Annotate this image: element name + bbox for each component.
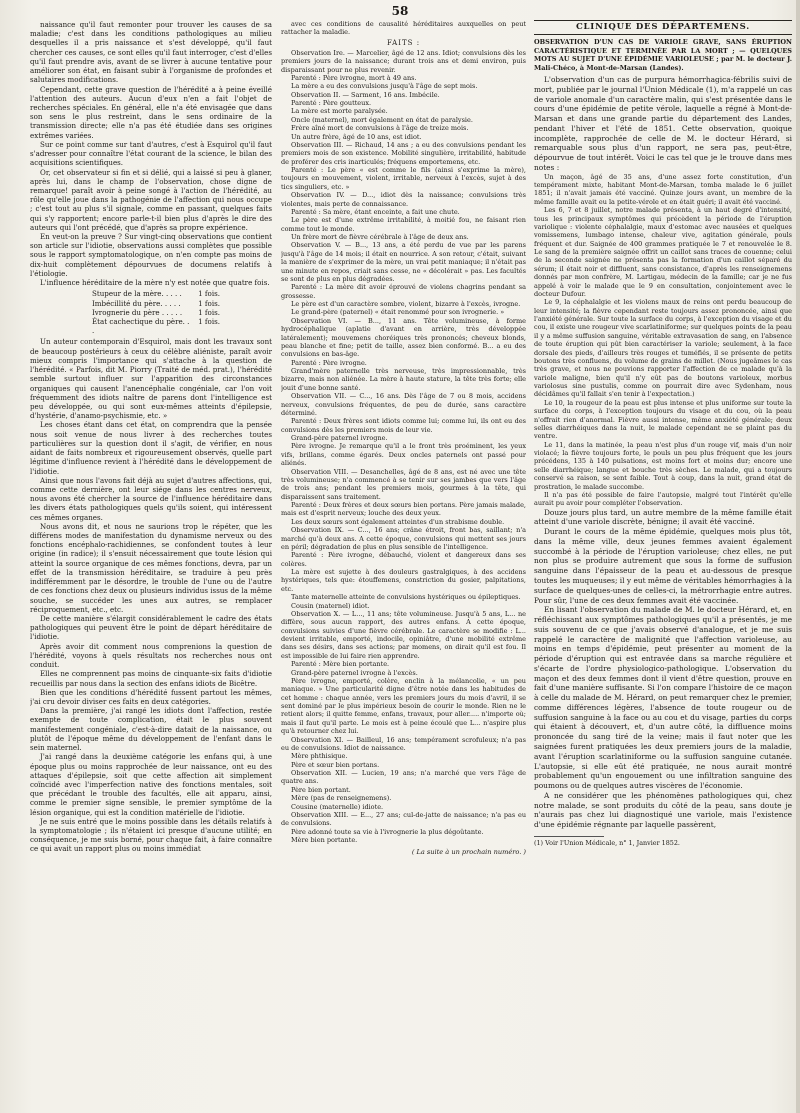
heredity-list-item xyxy=(92,289,220,298)
to-be-continued: ( La suite à un prochain numéro. ) xyxy=(411,848,526,857)
observation-entry: Parenté : Père ivrogne, débauché, violent et dangereux dans ses colères. xyxy=(281,551,526,568)
observation-entry: Père ivrogne. Je remarque qu'il a le front très proéminent, les yeux vifs, brillans, comme égarés. Deux oncles paternels ont passé pour aliénés. xyxy=(281,442,526,468)
observation-entry: Grand'mère paternelle très nerveuse, très impressionnable, très bizarre, mais non aliénée. La mère à haute stature, la tête très forte; elle jouit d'une bonne santé. xyxy=(281,367,526,392)
paragraph: Dans la première, j'ai rangé les idiots dont l'affection, restée exempte de toute complication, était le plus souvent manifestement congéniale, c'est-à-dire datait de la naissance, ou plutôt de l'époque même du développement de l'enfant dans le sein maternel. xyxy=(30,706,272,753)
footnote: (1) Voir l'Union Médicale, n° 1, Janvier 1852. xyxy=(534,838,680,847)
heredity-label: Ivrognerie du père . . . . . xyxy=(92,307,183,317)
observation-entry: Observation XIII. — E..., 27 ans; cul-de-jatte de naissance; n'a pas eu de convulsions. xyxy=(281,810,526,828)
observation-entry: Cousin (maternel) idiot. xyxy=(291,601,370,610)
section-title: CLINIQUE DES DÉPARTEMENS. xyxy=(534,20,792,35)
paragraph: naissance qu'il faut remonter pour trouver les causes de sa maladie; c'est dans les conditions pathologiques au milieu desquelles il a pris naissance et s'est développé, qu'il faut chercher ces causes, ce sont elles qu'il faut interroger, c'est d'elles qu'il faut prendre avis, avant de se livrer à aucune tentative pour améliorer son état, en faisant subir à l'organisme de profondes et salutaires modifications. xyxy=(30,20,272,85)
observation-entry: Observation XII. — Lucien, 19 ans; n'a marché que vers l'âge de quatre ans. xyxy=(281,769,526,786)
case-paragraph: Le 9, la céphalalgie et les violens maux de reins ont perdu beaucoup de leur intensité; la fièvre cependant reste toujours assez prononcée, ainsi que l'anxiété générale. Sur toute la surface du corps, à l'exception du visage et du cou, il existe une rougeur vive scarlatiniforme; sur quelques points de la peau il y a même suffusion sanguine, véritable extravasation de sang, en l'absence de toute éruption qui pût bien caractériser la variole; seulement, à la face dorsale des pieds, d'ailleurs très rouges et tuméfiés, il se présente de petits boutons très confluens, du volume de grains de millet. (Nous jugeâmes le cas très grave, et nous ne pouvions rapporter l'affection de ce malade qu'à la variole maligne, bien qu'il n'y eût pas de boutons varioleux, morbus variolosus sine pustulis, comme on pourrait dire avec Sydenham, nous décidâmes qu'il fallait s'en tenir à l'expectation.) xyxy=(534,298,792,399)
paragraph: Je ne suis entré que le moins possible dans les détails relatifs à la symptomatologie ; ils n'étaient ici presque d'aucune utilité; en conséquence, je me suis borné, pour chaque fait, à faire connaître ce qui avait un rapport plus ou moins immédiat xyxy=(30,816,272,854)
observation-entry: Observation VIII. — Desanchelles, âgé de 8 ans, est né avec une tête très volumineuse; n'a commencé à se tenir sur ses jambes que vers l'âge de trois ans; pendant les premiers mois, gourmes à la tête, qui disparaissent sans traitement. xyxy=(281,467,526,501)
observation-entry: Mère phthisique. xyxy=(291,752,348,761)
heredity-list-item xyxy=(92,317,220,335)
case-paragraph: Le 10, la rougeur de la peau est plus intense et plus uniforme sur toute la surface du corps, à l'exception toujours du visage et du cou, où la peau n'offrait rien d'anormal. Fièvre aussi intense, même anxiété générale; deux selles diarrhéiques dans la nuit, le malade cependant ne se plaint pas du ventre. xyxy=(534,398,792,441)
observation-entry: Tante maternelle atteinte de convulsions hystériques ou épileptiques. xyxy=(291,593,521,602)
paragraph: Nous avons dit, et nous ne saurions trop le répéter, que les différens modes de manifestation du dynamisme nerveux ou des fonctions encéphalo-rachidiennes, se confondent toutes à leur origine (in radice); il s'ensuit nécessairement que toute lésion qui atteint la source organique de ces mêmes fonctions, devra, par un effet de la transmission héréditaire, se traduire à peu près indifféremment par le désordre, le trouble de l'une ou de l'autre de ces fonctions chez deux ou plusieurs individus issus de la même souche, se succéder les unes aux autres, se remplacer réciproquement, etc., etc. xyxy=(30,521,272,614)
page-number: 58 xyxy=(391,4,409,18)
case-paragraph: Il n'a pas été possible de faire l'autopsie, malgré tout l'intérêt qu'elle aurait pu avoir pour compléter l'observation. xyxy=(534,490,792,508)
heredity-list xyxy=(92,289,272,335)
observation-entry: Observation Ire. — Marcelier, âgé de 12 ans. Idiot; convulsions dès les premiers jours de la naissance; durant trois ans et demi environ, puis disparaissant pour ne plus revenir. xyxy=(281,48,526,74)
paragraph: J'ai rangé dans la deuxième catégorie les enfans qui, à une époque plus ou moins rapprochée de leur naissance, ont eu des attaques d'épilepsie, soit que cette affection ait simplement coïncidé avec l'imperfection native des fonctions mentales, soit que précédant le trouble des facultés, elle ait apparu, ainsi, comme le premier signe sensible, le premier symptôme de la lésion organique, qui est la condition matérielle de l'idiotie. xyxy=(30,752,272,817)
paragraph: Cependant, cette grave question de l'hérédité a à peine éveillé l'attention des auteurs. Aucun d'eux n'en a fait l'objet de recherches spéciales. En général, elle n'a été envisagée que dans son sens le plus restreint, dans le sens ordinaire de la transmission directe; elle n'a pas été étudiée dans ses origines extrêmes variées. xyxy=(30,84,272,140)
observation-entry: Mère (pas de renseignemens). xyxy=(291,794,392,803)
paragraph: Sur ce point comme sur tant d'autres, c'est à Esquirol qu'il faut s'adresser pour connaître l'état courant de la science, le bilan des acquisitions scientifiques. xyxy=(30,139,272,168)
observation-entry: Cousine (maternelle) idiote. xyxy=(291,802,384,811)
paragraph: Durant le cours de la même épidémie, quelques mois plus tôt, dans la même ville, deux jeunes femmes avaient également succombé à la période de l'éruption varioleuse; chez elles, ne put non plus se produire autrement que sous la forme de suffusion sanguine dans l'épaisseur de la peau et au-dessous de presque toutes les muqueuses; il y eut même de véritables hémorrhagies à la surface de quelques-unes de celles-ci, la métrorrhagie entre autres. Pour sûr, l'une de ces deux femmes avait été vaccinée. xyxy=(534,527,792,605)
observation-entry: Oncle (maternel), mort également en état de paralysie. xyxy=(291,115,473,124)
observation-entry: Observation VII. — C..., 16 ans. Dès l'âge de 7 ou 8 mois, accidens nerveux, convulsions fréquentes, de peu de durée, sans caractère déterminé. xyxy=(281,392,526,417)
observation-entry: Observation XI. — Bailleul, 16 ans; tempérament scrofuleux; n'a pas eu de convulsions. Idiot de naissance. xyxy=(281,735,526,752)
heredity-list-item xyxy=(92,308,220,317)
column-middle xyxy=(281,20,526,1103)
observation-entry: Parenté : Mère bien portante. xyxy=(291,660,390,669)
case-paragraph: Le 11, dans la matinée, la peau n'est plus d'un rouge vif, mais d'un noir violacé; la fièvre toujours forte, le pouls un peu plus fréquent que les jours précédens, 135 à 140 pulsations, est moins fort et moins dur; encore une selle diarrhéique; langue et bouche très sèches. Le malade, qui a toujours conservé sa raison, se sent faible. Tout à coup, dans la nuit, grand état de prostration, le malade succombe. xyxy=(534,440,792,491)
observation-entry: Père ivrogne, emporté, colère, enclin à la mélancolie, « un peu maniaque. » Une particularité digne d'être notée dans les habitudes de cet homme : chaque année, vers les premiers jours du mois d'avril, il se sent dominé par le plus impérieux besoin de courir le monde. Rien ne le retient alors; il quitte femme, enfans, travaux, pour aller..... n'importe où; mais il faut qu'il parte. Le mois est à peine écoulé que L... n'aspire plus qu'à retourner chez lui. xyxy=(281,676,526,736)
observation-entry: Parenté : Père ivrogne, mort à 49 ans. xyxy=(291,73,417,82)
observation-entry: Observation IV. — D..., idiot dès la naissance; convulsions très violentes, mais perte de connaissance. xyxy=(281,191,526,208)
paragraph: L'observation d'un cas de purpura hémorrhagica-fébrilis suivi de mort, publiée par le journal l'Union Médicale (1), m'a rappelé un cas de variole anomale d'un caractère malin, qui s'est présentée dans le cours d'une épidémie de petite vérole, laquelle a régné à Mont-de-Marsan et dans une grande partie du département des Landes, pendant l'hiver et l'été de 1851. Cette observation, quoique incomplète, rapprochée de celle de M. le docteur Hérard, si remarquable sous plus d'un rapport, ne sera pas, peut-être, dépourvue de tout intérêt. Voici le cas tel que je le trouve dans mes notes : xyxy=(534,74,792,172)
observation-entry: Le grand-père (paternel) « était renommé pour son ivrognerie. » xyxy=(291,308,505,317)
observation-entry: Observation X. — L..., 11 ans; tête volumineuse. Jusqu'à 5 ans, L... ne diffère, sous aucun rapport, des autres enfans. A cette époque, convulsions suivies d'une fièvre cérébrale. Le caractère se modifie : L... devient irritable, emporté, indocile, opiniâtre, d'une mobilité extrême dans ses désirs, dans ses actions; par momens, on dirait qu'il est fou. Il est impossible de lui faire rien apprendre. xyxy=(281,609,526,660)
observation-entry: Parenté : Père goutteux. xyxy=(291,99,372,108)
paragraph: Or, cet observateur si fin et si délié, qui a laissé si peu à glaner, après lui, dans le champ de l'observation, chose digne de remarque! paraît avoir à peine songé à l'action de l'hérédité, au rôle qu'elle joue dans la pathogénie de l'affection qui nous occupe ; c'est tout au plus s'il signale, comme en passant, quelques faits qui s'y rapportent; encore parle-t-il bien plus d'après le dire des auteurs qui l'ont précédé, que d'après sa propre expérience. xyxy=(30,167,272,232)
observation-entry: Mère bien portante. xyxy=(291,836,358,845)
paragraph: En lisant l'observation du malade de M. le docteur Hérard, et, en réfléchissant aux symptômes pathologiques qu'il a présentés, je me suis souvenu de ce que j'avais observé d'analogue, et je me suis rappelé le caractère de malignité que l'affection varioleuse, au moins en temps d'épidémie, peut présenter au moment de la période d'éruption qui est entravée dans sa marche régulière et s'écarte de l'ordre physiologico-pathologique. L'observation du maçon et des deux femmes dont il vient d'être question, prouve en fait d'une manière suffisante. Si l'on compare l'histoire de ce maçon à celle du malade de M. Hérard, on peut remarquer chez le premier, comme différences légères, l'absence de toute rougeur ou de suffusion sanguine à la face ou au cou et du visage, parties du corps qui étaient à découvert, et, d'un autre côté, la diffluence moins prononcée du sang tiré de la veine; mais il faut noter que les saignées furent pratiquées les deux premiers jours de la maladie, avant l'éruption scarlatiniforme ou la suffusion sanguine cutanée. L'autopsie, si elle eût été pratiquée, ne nous aurait montré probablement qu'un engouement ou une infiltration sanguine des poumons ou de quelques autres viscères de l'économie. xyxy=(534,605,792,791)
case-paragraph: Un maçon, âgé de 35 ans, d'une assez forte constitution, d'un tempérament mixte, habitant Mont-de-Marsan, tomba malade le 6 juillet 1851; il n'avait jamais été vacciné. Quinze jours avant, un membre de la même famille avait eu la petite-vérole et en était guéri; il avait été vacciné. xyxy=(534,172,792,206)
observation-entry: Parenté : Père ivrogne. xyxy=(291,358,367,367)
paragraph: Les choses étant dans cet état, on comprendra que la pensée nous soit venue de nous livrer à des recherches toutes particulières sur la question dont il s'agit, de vérifier, en nous aidant de faits nombreux et rigoureusement observés, quelle part légitime d'influence revient à l'hérédité dans le développement de l'idiotie. xyxy=(30,420,272,476)
paragraph: Ainsi que nous l'avons fait déjà au sujet d'autres affections, qui, comme cette dernière, ont leur siége dans les centres nerveux, nous avons été chercher la source de l'influence héréditaire dans les divers états pathologiques quels qu'ils soient, qui intéressent ces mêmes organes. xyxy=(30,475,272,522)
heredity-count: 1 fois. xyxy=(198,289,220,299)
paragraph: Elles ne comprennent pas moins de cinquante-six faits d'idiotie recueillis par nous dans la section des enfans idiots de Bicêtre. xyxy=(30,669,272,688)
heredity-count: 1 fois. xyxy=(198,307,220,317)
observation-entry: Observation VI. — B..., 11 ans. Tête volumineuse, à forme hydrocéphalique (aplatie d'avant en arrière, très développée latéralement); mouvemens choréiques très prononcés; cheveux blonds, peau blanche et fine; petit de taille, assez bien conformé. B... a eu des convulsions en bas-âge. xyxy=(281,316,526,359)
heredity-label: Stupeur de la mère. . . . . xyxy=(92,289,182,299)
paragraph: L'influence héréditaire de la mère n'y est notée que quatre fois. xyxy=(40,278,270,288)
case-notes xyxy=(534,173,792,508)
observation-entry: Père adonné toute sa vie à l'ivrognerie la plus dégoûtante. xyxy=(291,827,484,836)
paragraph: En veut-on la preuve ? Sur vingt-cinq observations que contient son article sur l'idiotie, observations aussi complètes que possible sous le rapport symptomatologique, on n'en compte pas moins de dix-huit complètement dépourvues de documens relatifs à l'étiologie. xyxy=(30,232,272,278)
observation-entry: La mère a eu des convulsions jusqu'à l'âge de sept mois. xyxy=(291,82,478,91)
observation-entry: Le père est d'un caractère sombre, violent, bizarre à l'excès, ivrogne. xyxy=(291,300,521,309)
observation-entry: Parenté : Deux frères et deux sœurs bien portans. Père jamais malade, mais est d'esprit nerveux; louche des deux yeux. xyxy=(281,501,526,518)
heredity-count: 1 fois. xyxy=(198,317,220,326)
observation-entry: Parenté : Deux frères sont idiots comme lui; comme lui, ils ont eu des convulsions dès les premiers mois de leur vie. xyxy=(281,417,526,434)
article-headline: OBSERVATION D'UN CAS DE VARIOLE GRAVE, SANS ÉRUPTION CARACTÉRISTIQUE ET TERMINÉE PAR LA MORT ; — QUELQUES MOTS AU SUJET D'UNE ÉPIDÉMIE VARIOLEUSE ; par M. le docteur J. Mali-Chéco, à Mont-de-Marsan (Landes). xyxy=(534,38,792,72)
footnote-rule xyxy=(534,836,604,837)
observation-entry: Père et sœur bien portans. xyxy=(291,760,380,769)
paragraph: Bien que les conditions d'hérédité fussent partout les mêmes, j'ai cru devoir diviser ces faits en deux catégories. xyxy=(30,687,272,706)
paragraph: A ne considérer que les phénomènes pathologiques qui, chez notre malade, se sont produits du côté de la peau, sans doute je n'aurais pas chez lui diagnostiqué une variole, mais l'existence d'une épidémie régnante par laquelle passèrent, xyxy=(534,790,792,830)
heredity-list-item xyxy=(92,299,220,308)
column-right xyxy=(534,20,792,1103)
idiocy-heredity-text xyxy=(30,20,272,287)
observation-entry: Observation IX. — C..., 16 ans; crâne étroit, front bas, saillant; n'a marché qu'à deux ans. A cette époque, convulsions qui mettent ses jours en péril; dégradation de plus en plus sensible de l'intelligence. xyxy=(281,526,526,551)
observation-entry: Père bien portant. xyxy=(291,785,351,794)
observation-entry: Observation II. — Sarment, 16 ans. Imbécile. xyxy=(291,90,440,99)
column-intro: avec ces conditions de causalité héréditaires auxquelles on peut rattacher la maladie. xyxy=(281,20,526,37)
paragraph: Douze jours plus tard, un autre membre de la même famille était atteint d'une variole discrète, bénigne; il avait été vacciné. xyxy=(534,507,792,527)
paragraph: Un auteur contemporain d'Esquirol, mais dont les travaux sont de beaucoup postérieurs à ceux du célèbre aliéniste, paraît avoir mieux compris l'importance qui s'attache à la question de l'hérédité. « Parfois, dit M. Piorry (Traité de méd. prat.), l'hérédité semble surtout influer sur l'apparition des circonstances organiques qui causent l'anencéphalie congéniale, car l'on voit fréquemment des idiots naître de parens dont l'intelligence est peu développée, ou qui sont eux-mêmes atteints d'épilepsie, d'hystérie, d'anamo-psychismie, etc. » xyxy=(30,337,272,421)
article-discussion xyxy=(534,508,792,830)
observation-entry: La mère est morte paralysée. xyxy=(291,107,388,116)
observation-entry: Observation V. — B..., 13 ans, a été perdu de vue par les parens jusqu'à l'âge de 14 mois; il était en nourrice. A son retour, c'était, suivant la manière de s'exprimer de la mère, un vrai petit maniaque; il n'était pas une minute en repos, criait sans cesse, ne « décolérait » pas. Les facultés se sont de plus en plus dégradées. xyxy=(281,241,526,283)
heredity-label: État cachectique du père. . . xyxy=(92,317,190,336)
heredity-label: Imbécillité du père. . . . . xyxy=(92,298,181,308)
observation-entry: Observation III. — Richaud, 14 ans ; a eu des convulsions pendant les premiers mois de son existence. Mobilité singulière, irritabilité, habitude de proférer des cris inarticulés; fréquens emportemens, etc. xyxy=(281,140,526,166)
heredity-count: 1 fois. xyxy=(198,298,220,308)
observation-entry: Le père est d'une extrême irritabilité, à moitié fou, ne faisant rien comme tout le monde. xyxy=(281,216,526,233)
idiocy-heredity-text-continued xyxy=(30,337,272,853)
observation-entry: Grand-père paternel ivrogne à l'excès. xyxy=(291,668,418,677)
observation-entry: Un autre frère, âgé de 10 ans, est idiot. xyxy=(291,132,422,141)
case-paragraph: Les 6, 7 et 8 juillet, notre malade présenta, à un haut degré d'intensité, tous les principaux symptômes qui précèdent la période de l'éruption variolique : violente céphalalgie, maux d'estomac avec nausées et quelques vomissemens, lumbago intense, chaleur vive, agitation générale, pouls fréquent et dur. Saignée de 400 grammes pratiquée le 7 et renouvelée le 8. Le sang de la première saignée offrit un caillot sans traces de couenne; celui de la seconde saignée ne présenta pas la formation d'un caillot séparé du sérum; il était noir et diffluent, sans consistance, d'après les renseignemens donnés par mon confrère, M. Lartigau, médecin de la famille; car je ne fus appelé à voir le malade que le 9 en consultation, conjointement avec le docteur Dufour. xyxy=(534,206,792,298)
paragraph: Après avoir dit comment nous comprenions la question de l'hérédité, voyons à quels résultats nos recherches nous ont conduit. xyxy=(30,641,272,670)
observation-entry: Parenté : Sa mère, étant enceinte, a fait une chute. xyxy=(291,207,460,216)
article-intro xyxy=(534,75,792,173)
page-edge xyxy=(796,0,800,1113)
facts-heading: FAITS : xyxy=(386,38,421,47)
column-left xyxy=(30,20,272,1103)
observation-entry: Un frère mort de fièvre cérébrale à l'âge de deux ans. xyxy=(291,233,469,242)
observation-entry: Parenté : La mère dit avoir éprouvé de violens chagrins pendant sa grossesse. xyxy=(281,283,526,300)
observation-entry: Frère aîné mort de convulsions à l'âge de treize mois. xyxy=(291,124,469,133)
observation-entry: La mère est sujette à des douleurs gastralgiques, à des accidens hystériques, tels que: étouffemens, constriction du gosier, palpitations, etc. xyxy=(281,568,526,593)
observations-list xyxy=(281,49,526,845)
observation-entry: Grand-père paternel ivrogne. xyxy=(291,434,388,443)
paragraph: De cette manière s'élargit considérablement le cadre des états pathologiques qui peuvent être le point de départ héréditaire de l'idiotie. xyxy=(30,614,272,642)
observation-entry: Parenté : Le père « est comme le fils (ainsi s'exprime la mère), toujours en mouvement, violent, irritable, nerveux à l'excès, sujet à des tics singuliers, etc. » xyxy=(281,166,526,191)
observation-entry: Les deux sœurs sont également atteintes d'un strabisme double. xyxy=(291,517,505,526)
